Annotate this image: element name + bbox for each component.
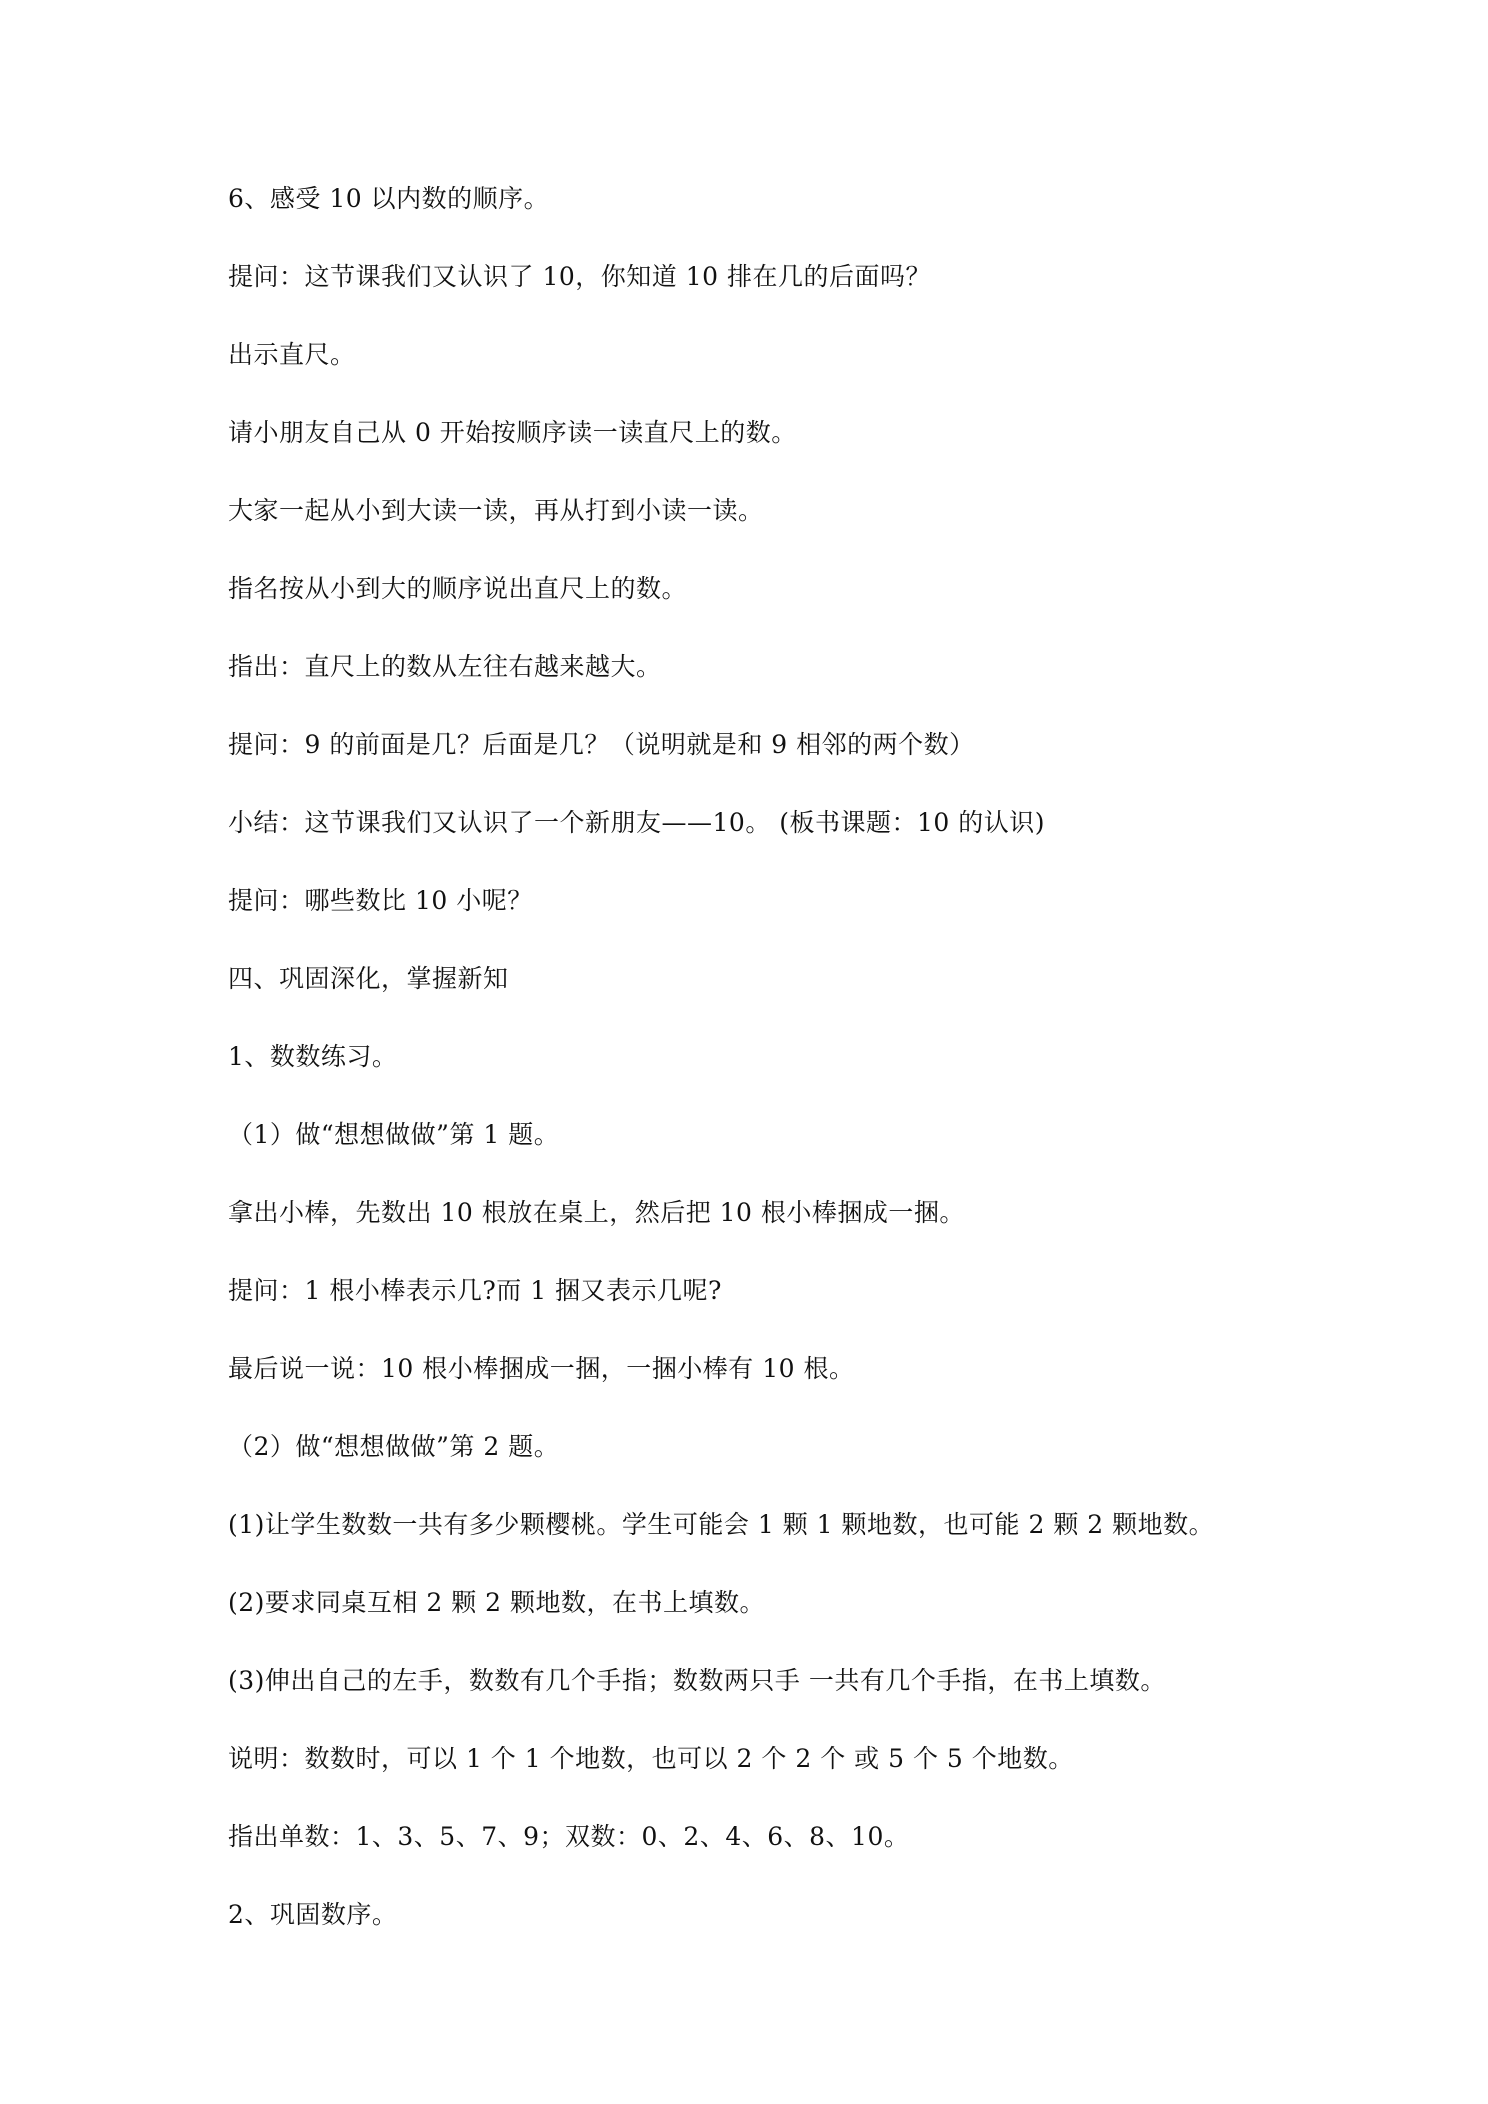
- paragraph-line: (2)要求同桌互相 2 颗 2 颗地数，在书上填数。: [228, 1588, 766, 1617]
- section-heading: 四、巩固深化，掌握新知: [228, 964, 509, 993]
- paragraph-line: （1）做“想想做做”第 1 题。: [228, 1120, 560, 1149]
- paragraph-line: 指名按从小到大的顺序说出直尺上的数。: [228, 574, 688, 603]
- paragraph-line: 提问：哪些数比 10 小呢？: [228, 886, 533, 915]
- paragraph-line: 说明：数数时，可以 1 个 1 个地数，也可以 2 个 2 个 或 5 个 5 个地数。: [228, 1744, 1074, 1773]
- paragraph-line: 出示直尺。: [228, 340, 356, 369]
- paragraph-line: 小结：这节课我们又认识了一个新朋友——10。 (板书课题：10 的认识): [228, 808, 1046, 837]
- paragraph-line: 提问：这节课我们又认识了 10，你知道 10 排在几的后面吗？: [228, 262, 931, 291]
- paragraph-line: 指出单数：1、3、5、7、9；双数：0、2、4、6、8、10。: [228, 1822, 910, 1851]
- paragraph-line: 最后说一说：10 根小棒捆成一捆，一捆小棒有 10 根。: [228, 1354, 855, 1383]
- text-body: [228, 178, 1214, 1972]
- paragraph-line: 大家一起从小到大读一读，再从打到小读一读。: [228, 496, 764, 525]
- paragraph-line: （2）做“想想做做”第 2 题。: [228, 1432, 560, 1461]
- paragraph-line: (1)让学生数数一共有多少颗樱桃。学生可能会 1 颗 1 颗地数，也可能 2 颗 2 颗地数。: [228, 1510, 1215, 1539]
- paragraph-line: 提问：9 的前面是几？后面是几？（说明就是和 9 相邻的两个数）: [228, 730, 975, 759]
- paragraph-line: (3)伸出自己的左手，数数有几个手指；数数两只手 一共有几个手指，在书上填数。: [228, 1666, 1166, 1695]
- paragraph-line: 2、巩固数序。: [228, 1900, 398, 1929]
- paragraph-line: 请小朋友自己从 0 开始按顺序读一读直尺上的数。: [228, 418, 797, 447]
- paragraph-line: 6、感受 10 以内数的顺序。: [228, 184, 550, 213]
- paragraph-line: 提问：1 根小棒表示几?而 1 捆又表示几呢?: [228, 1276, 722, 1305]
- paragraph-line: 指出：直尺上的数从左往右越来越大。: [228, 652, 662, 681]
- paragraph-line: 拿出小棒，先数出 10 根放在桌上，然后把 10 根小棒捆成一捆。: [228, 1198, 965, 1227]
- paragraph-line: 1、数数练习。: [228, 1042, 398, 1071]
